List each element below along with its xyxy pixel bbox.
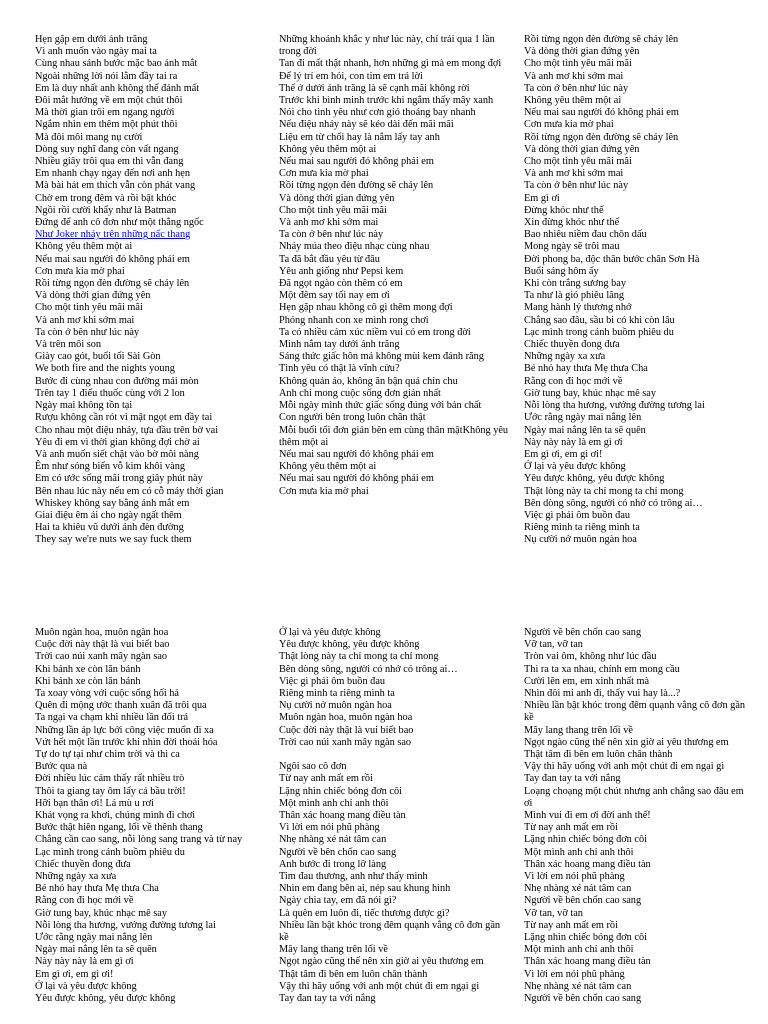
lyric-line: Thân xác hoang mang điều tàn [279, 810, 406, 822]
lyric-line: Ta có nhiều cảm xúc niềm vui có em trong đời [279, 326, 471, 338]
lyric-line: Thật tâm đi bên em luôn chân thành [524, 749, 673, 761]
lyric-line: Và anh mơ khi sớm mai [279, 217, 379, 229]
lyric-line: Giai điệu êm ái cho ngày ngất thêm [35, 509, 182, 521]
lyric-line: Cuộc đời này thật là vui biết bao [279, 724, 414, 736]
lyric-line: Giờ tung bay, khúc nhạc mê say [524, 387, 657, 399]
lyric-line: Hẹn gặp nhau không cô gì thêm mong đợi [279, 302, 453, 314]
lyric-line: Ngoài những lời nói lằm đầy tai ra [35, 70, 178, 82]
lyric-line: Bên dòng sông, người có nhớ có trông ai… [279, 663, 458, 675]
lyric-line: Hai ta khiêu vũ dưới ánh đèn đường [35, 522, 184, 534]
lyric-line: Liệu em từ chối hay là nắm lấy tay anh [279, 131, 440, 143]
lyric-line: Người về bên chốn cao sang [524, 627, 642, 638]
lyric-line: Những lần áp lực bởi công việc muốn đi xa [35, 724, 214, 736]
lyric-line: Ngồi rồi cười khẩy như là Batman [35, 204, 177, 216]
lyric-line: Bước thật hiên ngang, lối về thênh thang [35, 822, 203, 834]
lyric-line: Muôn ngàn hoa, muôn ngàn hoa [279, 712, 413, 724]
lyric-line: Mà bài hát em thích vẫn còn phát vang [35, 180, 196, 192]
lyrics-column-bottom-right [524, 627, 752, 1005]
lyric-line: Con người bên trong luôn chân thật [279, 412, 426, 424]
lyrics-column-bottom-middle [279, 627, 511, 1005]
lyric-line: Xin đừng khóc như thế [524, 217, 620, 229]
lyric-line: Ước rằng ngày mai nắng lên [35, 932, 153, 944]
lyric-line: Một mình anh chỉ anh thôi [279, 797, 389, 809]
lyric-line: Lạc mình trong cánh buồm phiêu du [524, 326, 674, 338]
lyric-line: Nhiều giây trôi qua em thì vẫn đang [35, 156, 184, 168]
lyric-line: Này này này là em gì ơi [35, 956, 134, 968]
lyric-line: Cơn mưa kia mờ phai [35, 265, 125, 277]
lyric-line: Cơn mưa kia mờ phai [524, 119, 614, 131]
lyric-line: Ngày mai nắng lên ta sẽ quên [35, 944, 157, 956]
lyric-line: Chẳng sao đâu, sầu bi có khi còn lâu [524, 314, 675, 326]
lyric-line: Riêng mình ta riêng mình ta [279, 688, 395, 700]
lyric-line: Anh bước đi trong lỡ làng [279, 858, 387, 870]
lyric-line: Tình yêu có thật là vĩnh cửu? [279, 363, 400, 375]
lyric-line: Tròn vai ôm, không như lúc đầu [524, 651, 657, 663]
lyric-line: Anh chỉ mong cuộc sống đơn giản nhất [279, 387, 441, 399]
lyric-line: Cơn mưa kia mờ phai [279, 485, 369, 497]
lyrics-column-top-left [35, 34, 263, 547]
lyrics-column-top-middle [279, 34, 511, 498]
lyric-line: Cười lên em, em xinh nhất mà [524, 675, 650, 687]
lyric-line: Chiếc thuyền đong đưa [524, 339, 620, 351]
lyric-line: Những ngày xa xưa [524, 351, 606, 363]
lyric-line: Mây lang thang trên lối về [524, 724, 633, 736]
lyric-line: Ta đã bắt đầu yêu từ đâu [279, 253, 380, 265]
lyric-line: Bên nhau lúc này nếu em có cỗ máy thời gian [35, 485, 224, 497]
lyric-line: Dòng suy nghĩ đang còn vất ngang [35, 143, 179, 155]
lyric-line: Thật lòng này ta chỉ mong ta chỉ mong [279, 651, 439, 663]
lyric-line: Rồi từng ngọn đèn đường sẽ cháy lên [524, 131, 679, 143]
lyric-line: Hỡi bạn thân ơi! Lá mù u rơi [35, 797, 154, 809]
lyric-line: Vì lời em nói phũ phàng [279, 822, 380, 834]
lyric-line: Này này này là em gì ơi [524, 436, 623, 448]
lyric-line: Ngọt ngào cũng thế nên xin giờ ai yêu thương em [279, 956, 484, 968]
lyric-line: Cho một tình yêu mãi mãi [35, 302, 143, 314]
lyric-line: Lạc mình trong cánh buồm phiêu du [35, 846, 185, 858]
lyric-line: Riêng mình ta riêng mình ta [524, 522, 640, 534]
lyric-line: Mỗi ngày mình thức giấc sống đúng với bản chất [279, 400, 482, 412]
lyric-line: Ngày mai nắng lên ta sẽ quên [524, 424, 646, 436]
lyric-line: Em gì ơi, em gì ơi! [35, 968, 114, 980]
lyric-line: Rằng con đi học mới về [524, 375, 623, 387]
lyric-line: Và anh muốn siết chặt vào bờ môi nàng [35, 448, 199, 460]
lyric-line: Em có ước sống mãi trong giây phút này [35, 473, 203, 485]
lyric-line: Người về bên chốn cao sang [524, 993, 642, 1005]
lyric-line: Yêu anh giống như Pepsi kem [279, 265, 404, 277]
lyric-line: Mà thời gian trôi em ngang người [35, 107, 175, 119]
lyric-line: Trời cao núi xanh mây ngàn sao [279, 736, 412, 748]
lyric-line: Tay đan tay ta với nắng [524, 773, 621, 785]
lyric-line: Từ nay anh mất em rồi [279, 773, 373, 785]
lyric-line: Chiếc thuyền đong đưa [35, 858, 131, 870]
lyric-line: Ta xoay vòng với cuộc sống hối hả [35, 688, 179, 700]
lyric-line: Ở lại và yêu được không [524, 461, 626, 473]
lyric-line: Trên tay 1 điếu thuốc cùng với 2 lon [35, 387, 185, 399]
lyric-line: Rằng con đi học mới về [35, 895, 134, 907]
blank-line [279, 749, 511, 761]
lyric-line: Bé nhỏ hay thưa Mẹ thưa Cha [524, 363, 648, 375]
lyric-line: Và anh mơ khi sớm mai [524, 70, 624, 82]
lyric-line: Whiskey không say bằng ánh mắt em [35, 497, 190, 509]
lyric-line: Nói cho tình yêu như cơn gió thoáng bay nhanh [279, 107, 476, 119]
lyric-line: Quên đi mộng ước thanh xuân đã trôi qua [35, 700, 207, 712]
lyric-line: Và anh mơ khi sớm mai [35, 314, 135, 326]
lyric-line: Không quản áo, không ăn bận quá chỉn chu [279, 375, 458, 387]
lyric-line: Nhẹ nhàng xé nát tâm can [524, 883, 632, 895]
lyric-line: Để lý trí em hỏi, con tim em trả lời [279, 70, 423, 82]
lyric-line: Không yêu thêm một ai [279, 461, 377, 473]
lyric-line: Mong ngày sẽ trôi mau [524, 241, 620, 253]
lyric-line: Thật lòng này ta chỉ mong ta chỉ mong [524, 485, 684, 497]
lyric-line: Trước khi bình minh trước khi ngắm thấy mây xanh [279, 95, 494, 107]
lyric-line: Từ nay anh mất em rồi [524, 822, 618, 834]
lyric-line: Nụ cười nở muôn ngàn hoa [279, 700, 392, 712]
lyric-line: Nhiều lần bật khóc trong đêm quạnh vắng cô đơn gần kề [279, 919, 501, 944]
lyric-line: Một mình anh chỉ anh thôi [524, 944, 634, 956]
lyric-line: Những khoảnh khắc y như lúc này, chỉ trải qua 1 lần trong đời [279, 34, 495, 58]
lyric-line: Cùng nhau sánh bước mặc bao ánh mắt [35, 58, 198, 70]
lyric-line: Cho nhau một điệu nhảy, tựa đầu trên bờ vai [35, 424, 219, 436]
lyric-line: Nhảy múa theo điệu nhạc cùng nhau [279, 241, 430, 253]
lyric-link[interactable]: Như Joker nhảy trên những nấc thang [35, 229, 191, 241]
lyric-line: Em nhanh chạy ngay đến nơi anh hẹn [35, 168, 190, 180]
lyric-line: Sáng thức giấc hôn má không mùi kem đánh răng [279, 351, 484, 363]
lyric-line: Trời cao núi xanh mây ngàn sao [35, 651, 168, 663]
lyric-line: Thì ra ta xa nhau, chính em mong cầu [524, 663, 680, 675]
lyric-line: Việc gì phải ôm buồn đau [279, 675, 386, 687]
lyric-line: We both fire and the nights young [35, 363, 175, 375]
lyric-line: Loạng choạng một chút nhưng anh chẳng sao đâu em ơi [524, 785, 744, 809]
lyric-line: Vậy thì hãy uống với anh một chút đi em ngại gì [279, 980, 480, 992]
lyric-line: Vậy thì hãy uống với anh một chút đi em ngại gì [524, 761, 725, 773]
lyric-line: Nếu mai sau người đó không phải em [524, 107, 679, 119]
lyric-line: Ở lại và yêu được không [279, 627, 381, 638]
lyric-line: Đời nhiều lúc cảm thấy rất nhiều trò [35, 773, 185, 785]
lyric-line: Cho một tình yêu mãi mãi [279, 204, 387, 216]
lyric-line: Cho một tình yêu mãi mãi [524, 58, 632, 70]
lyric-line: Vì anh muốn vào ngày mai ta [35, 46, 157, 58]
lyric-line: Em là duy nhất anh không thể đánh mất [35, 82, 200, 94]
lyric-line: Nhìn em đang bên ai, nép sau khung hình [279, 883, 451, 895]
lyric-line: Vứt hết một lần trước khi nhìn đời thoái hóa [35, 736, 218, 748]
lyric-line: Lặng nhìn chiếc bóng đơn côi [524, 834, 647, 846]
lyric-line: Và dòng thời gian đứng yên [524, 46, 640, 58]
lyric-line: Thân xác hoang mang điều tàn [524, 858, 651, 870]
lyric-line: Đã ngọt ngào còn thêm có em [279, 278, 403, 290]
lyric-line: Và trên môi son [35, 339, 102, 351]
lyric-line: Hẹn gặp em dưới ánh trăng [35, 34, 148, 45]
lyric-line: Cuộc đời này thật là vui biết bao [35, 639, 170, 651]
lyric-line: Buổi sáng hôm ấy [524, 265, 599, 277]
lyric-line: Không yêu thêm một ai [279, 143, 377, 155]
lyric-line: Giày cao gót, buổi tối Sài Gòn [35, 351, 161, 363]
lyric-line: Mây lang thang trên lối về [279, 944, 388, 956]
lyric-line: Yêu được không, yêu được không [524, 473, 665, 485]
lyric-line: Người về bên chốn cao sang [279, 846, 397, 858]
lyric-line: Thật tâm đi bên em luôn chân thành [279, 968, 428, 980]
lyric-line: Đôi mắt hướng về em một chút thôi [35, 95, 183, 107]
lyric-line: Êm như sóng biển vỗ kim khôi vàng [35, 461, 186, 473]
lyric-line: Nhìn đôi mi anh đi, thấy vui hay là...? [524, 688, 681, 700]
lyric-line: Yêu được không, yêu được không [35, 993, 176, 1005]
lyric-line: Em gì ơi, em gì ơi! [524, 448, 603, 460]
lyric-line: Chờ em trong đêm và rồi bật khóc [35, 192, 177, 204]
lyric-line: Người về bên chốn cao sang [524, 895, 642, 907]
lyric-line: Ngày mai không tồn tại [35, 400, 133, 412]
lyric-line: Tim đau thương, anh như thấy mình [279, 871, 428, 883]
lyric-line: Ta còn ở bên như lúc này [35, 326, 140, 338]
lyric-line: Vì lời em nói phũ phàng [524, 968, 625, 980]
lyric-line: Khát vọng ra khơi, chúng mình đi chơi [35, 810, 196, 822]
lyric-line: Mang hành lý thương nhớ [524, 302, 632, 314]
lyric-line: Không yêu thêm một ai [35, 241, 133, 253]
lyric-line: Nếu mai sau người đó không phải em [279, 473, 434, 485]
lyric-line: Vỡ tan, vỡ tan [524, 639, 583, 651]
lyric-line: Rượu không cần rót vì mật ngọt em đầy tai [35, 412, 213, 424]
lyric-line: Và dòng thời gian đứng yên [35, 290, 151, 302]
lyric-line: Mình vui đi em ơi đời anh thế! [524, 810, 651, 822]
lyric-line: Việc gì phải ôm buồn đau [524, 509, 631, 521]
lyric-line: Bao nhiêu niềm đau chôn dấu [524, 229, 647, 241]
lyric-line: Ngắm nhìn em thêm một phút thôi [35, 119, 178, 131]
lyric-line: Bên dòng sông, người có nhớ có trông ai… [524, 497, 703, 509]
lyric-line: Nỗi lòng tha hương, vướng đường tương lai [35, 919, 216, 931]
lyric-line: Khi bánh xe còn lăn bánh [35, 675, 141, 687]
lyric-line: Rồi từng ngọn đèn đường sẽ cháy lên [35, 278, 190, 290]
lyric-line: Giờ tung bay, khúc nhạc mê say [35, 907, 168, 919]
lyric-line: Thôi ta giang tay ôm lấy cả bầu trời! [35, 785, 186, 797]
lyric-line: Cơn mưa kia mờ phai [279, 168, 369, 180]
lyric-line: Vỡ tan, vỡ tan [524, 907, 583, 919]
lyric-line: Ngày chia tay, em đã nói gì? [279, 895, 397, 907]
lyric-line: Những ngày xa xưa [35, 871, 117, 883]
lyric-line: Nếu mai sau người đó không phải em [35, 253, 190, 265]
lyric-line: Cho một tình yêu mãi mãi [524, 156, 632, 168]
lyrics-column-bottom-left [35, 627, 263, 1005]
lyric-line: Đứng để anh cô đơn như một thằng ngốc [35, 217, 204, 229]
lyric-line: Thân xác hoang mang điều tàn [524, 956, 651, 968]
lyric-line: Nhẹ nhàng xé nát tâm can [524, 980, 632, 992]
lyric-line: Là quên em luôn đi, tiếc thương được gì? [279, 907, 450, 919]
lyric-line: Yêu đi em vì thời gian không đợi chờ ai [35, 436, 200, 448]
lyric-line: They say we're nuts we say fuck them [35, 534, 192, 546]
lyric-line: Ta còn ở bên như lúc này [279, 229, 384, 241]
lyric-line: Rồi từng ngọn đèn đường sẽ cháy lên [524, 34, 679, 45]
lyric-line: Nếu điệu nhảy này sẽ kéo dài đến mãi mãi [279, 119, 454, 131]
lyric-line: Nếu mai sau người đó không phải em [279, 156, 434, 168]
lyric-line: Ta ngại va chạm khi nhiều lần đối trá [35, 712, 189, 724]
lyric-line: Từ nay anh mất em rồi [524, 919, 618, 931]
lyric-line: Phóng nhanh con xe mình rong chơi [279, 314, 429, 326]
lyric-line: Mà đôi môi mang nụ cười [35, 131, 143, 143]
lyric-line: Ta còn ở bên như lúc này [524, 180, 629, 192]
lyric-line: Tự do tự tại như chim trời và thi ca [35, 749, 180, 761]
lyric-line: Nhiều lần bật khóc trong đêm quạnh vắng cô đơn gần kề [524, 700, 746, 724]
lyric-line: Ngôi sao cô đơn [279, 761, 347, 773]
lyric-line: Em gì ơi [524, 192, 560, 204]
lyric-line: Lặng nhìn chiếc bóng đơn côi [524, 932, 647, 944]
lyric-line: Yêu được không, yêu được không [279, 639, 420, 651]
lyrics-column-top-right [524, 34, 752, 547]
lyric-line: Nụ cười nở muôn ngàn hoa [524, 534, 637, 546]
lyric-line: Đừng khóc như thế [524, 204, 604, 216]
lyric-line: Một mình anh chỉ anh thôi [524, 846, 634, 858]
lyric-line: Không yêu thêm một ai [524, 95, 622, 107]
lyric-line: Muôn ngàn hoa, muôn ngàn hoa [35, 627, 169, 638]
lyric-line: Thế ở dưới ánh trăng là sẽ cạnh mãi không rời [279, 82, 470, 94]
lyric-line: Rồi từng ngọn đèn đường sẽ cháy lên [279, 180, 434, 192]
lyric-line: Nếu mai sau người đó không phải em [279, 448, 434, 460]
lyric-line: Và anh mơ khi sớm mai [524, 168, 624, 180]
lyric-line: Tay đan tay ta với nắng [279, 993, 376, 1005]
lyric-line: Ta còn ở bên như lúc này [524, 82, 629, 94]
lyric-line: Đời phong ba, độc thân bước chân Sơn Hà [524, 253, 700, 265]
lyric-line: Tan đi mất thật nhanh, hơn những gì mà em mong đợi [279, 58, 502, 70]
lyric-line: Nỗi lòng tha hương, vướng đường tương lai [524, 400, 705, 412]
lyric-line: Mình nắm tay dưới ánh trăng [279, 339, 400, 351]
lyric-line: Ước rằng ngày mai nắng lên [524, 412, 642, 424]
lyric-line: Ngọt ngào cũng thế nên xin giờ ai yêu thương em [524, 736, 729, 748]
lyric-line: Mỗi buổi tối đơn giản bên em cùng thân mậtKhông yêu thêm một ai [279, 424, 509, 448]
lyric-line: Chẳng cần cao sang, nỗi lòng sang trang và từ nay [35, 834, 243, 846]
lyric-line: Nhẹ nhàng xé nát tâm can [279, 834, 387, 846]
lyric-line: Ta như là gió phiêu lãng [524, 290, 625, 302]
lyric-line: Ở lại và yêu được không [35, 980, 137, 992]
lyric-line: Bé nhỏ hay thưa Mẹ thưa Cha [35, 883, 159, 895]
lyric-line: Một đêm say tối nay em ơi [279, 290, 390, 302]
lyric-line: Và dòng thời gian đứng yên [279, 192, 395, 204]
lyric-line: Vì lời em nói phũ phàng [524, 871, 625, 883]
lyric-line: Lặng nhìn chiếc bóng đơn côi [279, 785, 402, 797]
lyric-line: Và dòng thời gian đứng yên [524, 143, 640, 155]
lyric-line: Bước qua nà [35, 761, 88, 773]
lyric-line: Khi bánh xe còn lăn bánh [35, 663, 141, 675]
lyric-line: Bước đi cùng nhau con đường mải mòn [35, 375, 199, 387]
lyric-line: Khi còn trắng sương bay [524, 278, 626, 290]
